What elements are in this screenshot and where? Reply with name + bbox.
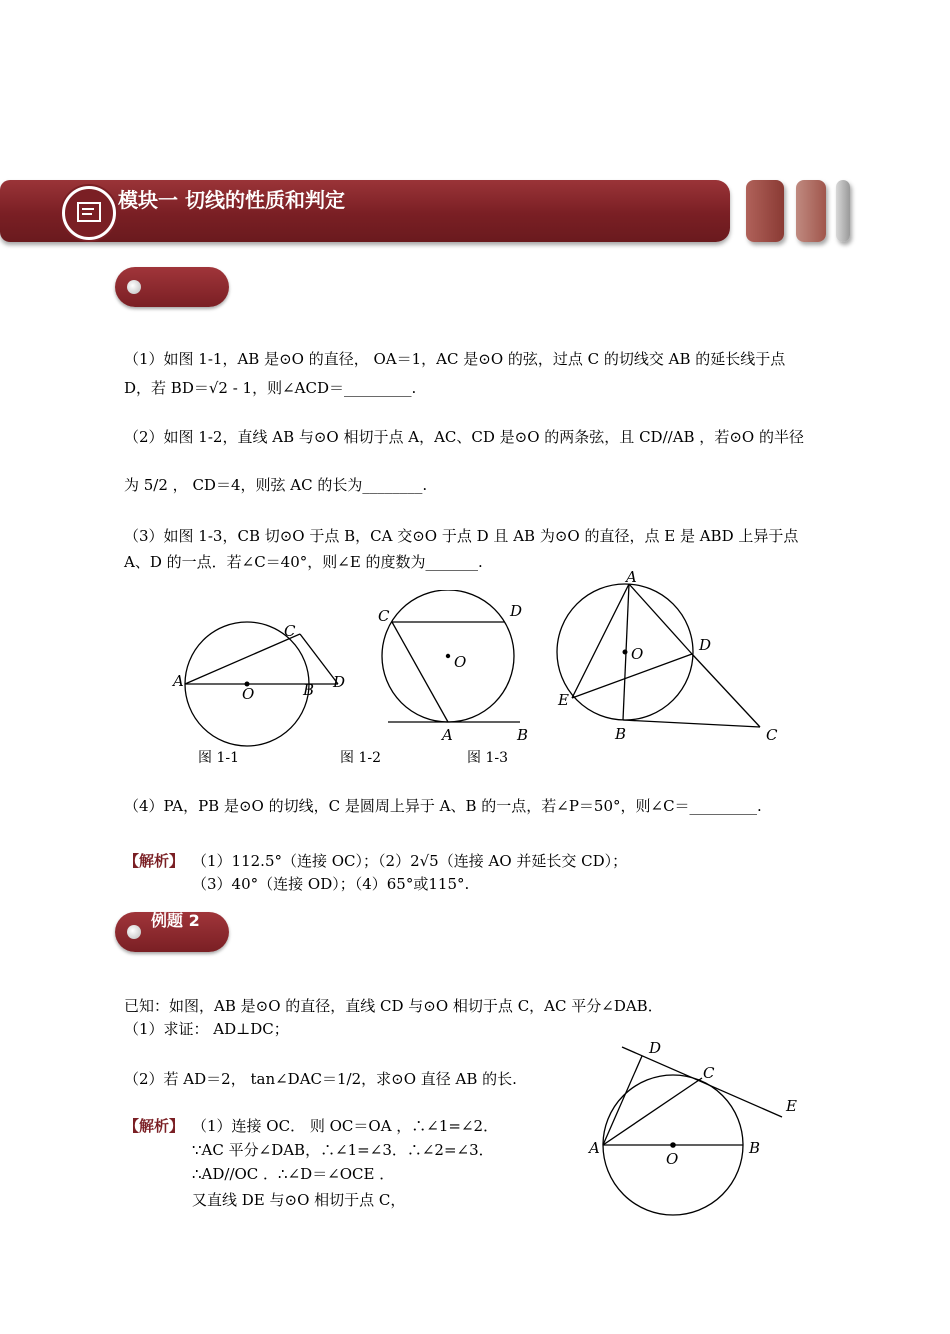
fig4-label-c: C bbox=[703, 1064, 715, 1082]
fig2-caption: 图 1-2 bbox=[340, 750, 381, 766]
q1-part3-line1: （3）如图 1-3，CB 切⊙O 于点 B，CA 交⊙O 于点 D 且 AB 为⊙O 的直径，点 E 是 ABD 上异于点 bbox=[124, 527, 799, 545]
bullet-icon bbox=[127, 280, 141, 294]
q2-line1: 已知：如图，AB 是⊙O 的直径，直线 CD 与⊙O 相切于点 C，AC 平分∠DAB． bbox=[124, 997, 663, 1015]
figure-1-1 bbox=[160, 610, 360, 750]
fig1-label-o: O bbox=[242, 685, 255, 703]
fig1-label-a: A bbox=[173, 672, 184, 690]
q2-solution-line3: ∴AD//OC ．∴∠D＝∠OCE ． bbox=[192, 1165, 395, 1183]
fig2-label-a: A bbox=[442, 726, 453, 744]
fig4-label-o: O bbox=[666, 1150, 679, 1168]
answer-tag: 【解析】 bbox=[124, 852, 185, 870]
fig1-caption: 图 1-1 bbox=[198, 750, 239, 766]
fig3-label-c: C bbox=[766, 726, 778, 744]
banner-tab-3 bbox=[836, 180, 850, 242]
q2-solution-line4: 又直线 DE 与⊙O 相切于点 C， bbox=[192, 1191, 406, 1209]
answer-tag: 【解析】 bbox=[124, 1117, 185, 1135]
module-icon bbox=[62, 186, 116, 240]
q2-line3: （2）若 AD＝2， tan∠DAC＝1/2，求⊙O 直径 AB 的长. bbox=[124, 1070, 517, 1088]
fig3-label-d: D bbox=[699, 636, 712, 654]
example2-pill bbox=[115, 912, 229, 952]
q2-line2: （1）求证： AD⊥DC； bbox=[124, 1020, 289, 1038]
fig3-label-o: O bbox=[631, 645, 644, 663]
bullet-icon bbox=[127, 925, 141, 939]
q1-part3-line2: A、D 的一点．若∠C＝40°，则∠E 的度数为_______. bbox=[124, 553, 483, 571]
q2-solution-line1: （1）连接 OC． 则 OC＝OA ，∴∠1=∠2． bbox=[192, 1117, 499, 1135]
fig3-label-e: E bbox=[558, 691, 569, 709]
banner-tab-2 bbox=[796, 180, 826, 242]
fig3-label-a: A bbox=[626, 568, 637, 586]
q1-part2-line2: 为 5/2 ， CD＝4，则弦 AC 的长为________. bbox=[124, 476, 428, 494]
fig2-label-c: C bbox=[378, 607, 390, 625]
banner-tab-1 bbox=[746, 180, 784, 242]
fig2-label-o: O bbox=[454, 653, 467, 671]
fig4-label-e: E bbox=[786, 1097, 797, 1115]
module-title: 模块一 切线的性质和判定 bbox=[118, 188, 345, 212]
q1-answer-line2: （3）40°（连接 OD）；（4）65°或115°. bbox=[192, 875, 470, 893]
q1-answer-tag bbox=[124, 850, 184, 871]
q1-answer-line1: （1）112.5°（连接 OC）；（2）2√5（连接 AO 并延长交 CD）； bbox=[192, 852, 628, 870]
figure-1-3 bbox=[550, 580, 780, 730]
fig4-label-b: B bbox=[749, 1139, 761, 1157]
q1-part1-line2: D，若 BD＝√2 - 1，则∠ACD＝_________. bbox=[124, 379, 417, 397]
figure-example2 bbox=[590, 1035, 790, 1220]
fig4-label-a: A bbox=[589, 1139, 600, 1157]
q1-part2-line1: （2）如图 1-2，直线 AB 与⊙O 相切于点 A，AC、CD 是⊙O 的两条弦，且 CD//AB ，若⊙O 的半径 bbox=[124, 428, 804, 446]
q2-solution-line2: ∵AC 平分∠DAB，∴∠1=∠3．∴∠2=∠3． bbox=[192, 1141, 494, 1159]
q2-answer-tag-wrap bbox=[124, 1115, 184, 1136]
fig2-label-d: D bbox=[510, 602, 523, 620]
example1-pill bbox=[115, 267, 229, 307]
fig1-label-b: B bbox=[303, 681, 315, 699]
fig3-label-b: B bbox=[615, 725, 627, 743]
q1-part4-line: （4）PA，PB 是⊙O 的切线，C 是圆周上异于 A、B 的一点，若∠P＝50°，则∠C＝_________. bbox=[124, 797, 762, 815]
fig4-label-d: D bbox=[649, 1039, 662, 1057]
q1-part1-line1: （1）如图 1-1，AB 是⊙O 的直径， OA＝1，AC 是⊙O 的弦，过点 C 的切线交 AB 的延长线于点 bbox=[124, 350, 786, 368]
example2-label: 例题 2 bbox=[151, 911, 200, 930]
fig1-label-c: C bbox=[284, 622, 296, 640]
fig1-label-d: D bbox=[333, 673, 346, 691]
fig2-label-b: B bbox=[517, 726, 529, 744]
fig3-caption: 图 1-3 bbox=[467, 750, 508, 766]
